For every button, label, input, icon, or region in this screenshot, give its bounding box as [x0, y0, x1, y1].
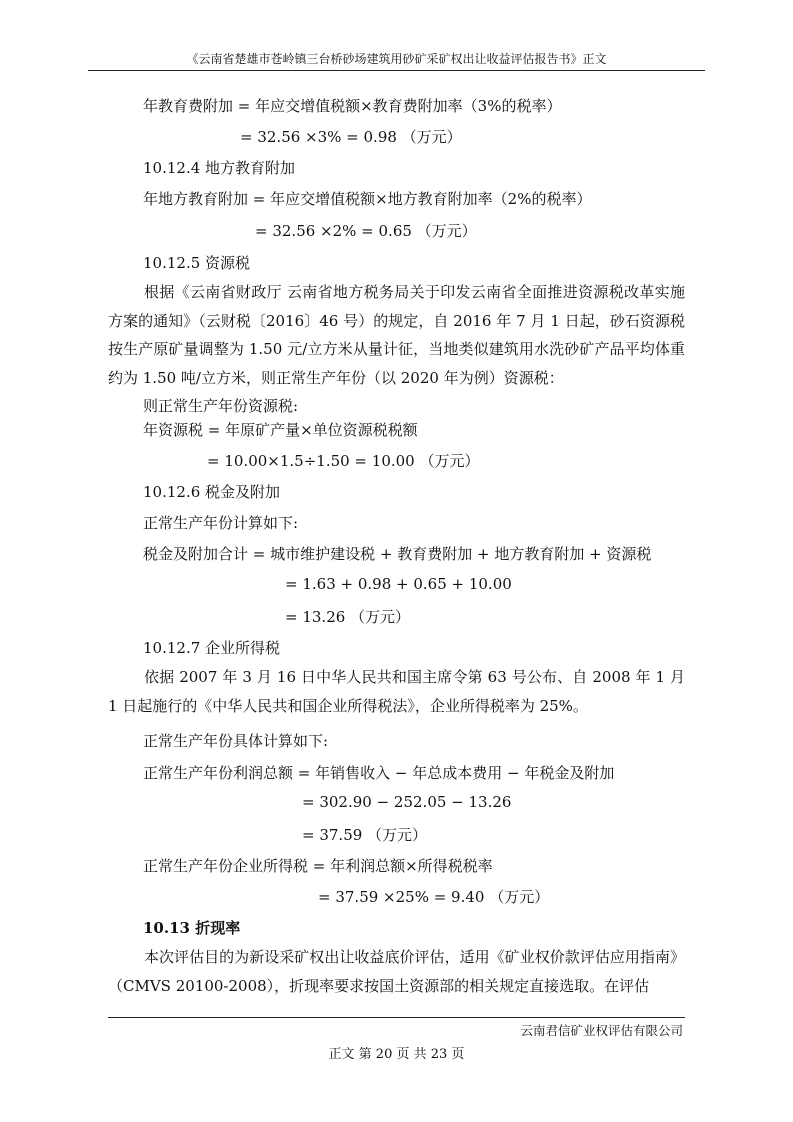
- income-calc-intro: 正常生产年份具体计算如下:: [143, 732, 329, 750]
- footer-company: 云南君信矿业权评估有限公司: [520, 1023, 683, 1038]
- local-edu-result: = 32.56 ×2% = 0.65 （万元）: [255, 222, 477, 240]
- tax-total-result: = 13.26 （万元）: [285, 608, 411, 626]
- section-10-13-heading: 10.13 折现率: [143, 919, 241, 937]
- income-tax-paragraph: 依据 2007 年 3 月 16 日中华人民共和国主席令第 63 号公布、自 2008 年 1 月 1 日起施行的《中华人民共和国企业所得税法》，企业所得税率为 25%。: [108, 668, 685, 715]
- resource-tax-paragraph: 根据《云南省财政厅 云南省地方税务局关于印发云南省全面推进资源税改革实施方案的通知》（云财税〔2016〕46 号）的规定，自 2016 年 7 月 1 日起，砂石资源税按生产原矿量调整为 1.50 元/立方米从量计征，当地类似建筑用水洗砂矿产品平均体重约为 1.50 吨/立方米，则正常生产年份（以 2020 年为例）资源税：: [108, 283, 685, 387]
- local-edu-formula: 年地方教育附加 = 年应交增值税额×地方教育附加率（2%的税率）: [143, 190, 592, 208]
- resource-tax-intro: 则正常生产年份资源税:: [143, 397, 299, 415]
- resource-tax-result: = 10.00×1.5÷1.50 = 10.00 （万元）: [207, 452, 480, 470]
- edu-surcharge-formula: 年教育费附加 = 年应交增值税额×教育费附加率（3%的税率）: [143, 97, 562, 115]
- section-10-12-5: 10.12.5 资源税: [143, 254, 251, 272]
- tax-total-values: = 1.63 + 0.98 + 0.65 + 10.00: [285, 575, 512, 593]
- footer-rule: [108, 1017, 685, 1018]
- section-10-12-7: 10.12.7 企业所得税: [143, 639, 281, 657]
- edu-surcharge-result: = 32.56 ×3% = 0.98 （万元）: [240, 128, 462, 146]
- tax-calc-intro: 正常生产年份计算如下:: [143, 514, 299, 532]
- page-header: 《云南省楚雄市苍岭镇三台桥砂场建筑用砂矿采矿权出让收益评估报告书》正文: [186, 52, 607, 66]
- section-10-12-4: 10.12.4 地方教育附加: [143, 159, 296, 177]
- profit-values: = 302.90 − 252.05 − 13.26: [302, 793, 512, 811]
- tax-total-formula: 税金及附加合计 = 城市维护建设税 + 教育费附加 + 地方教育附加 + 资源税: [143, 545, 652, 563]
- page-number: 正文 第 20 页 共 23 页: [328, 1047, 465, 1062]
- income-tax-formula: 正常生产年份企业所得税 = 年利润总额×所得税税率: [143, 857, 493, 875]
- resource-tax-formula: 年资源税 = 年原矿产量×单位资源税税额: [143, 421, 418, 439]
- profit-result: = 37.59 （万元）: [302, 826, 428, 844]
- header-rule: [88, 70, 705, 71]
- income-tax-result: = 37.59 ×25% = 9.40 （万元）: [318, 888, 550, 906]
- profit-formula: 正常生产年份利润总额 = 年销售收入 − 年总成本费用 − 年税金及附加: [143, 764, 615, 782]
- discount-rate-paragraph: 本次评估目的为新设采矿权出让收益底价评估，适用《矿业权价款评估应用指南》（CMVS 20100-2008），折现率要求按国土资源部的相关规定直接选取。在评估: [108, 948, 685, 995]
- section-10-12-6: 10.12.6 税金及附加: [143, 483, 281, 501]
